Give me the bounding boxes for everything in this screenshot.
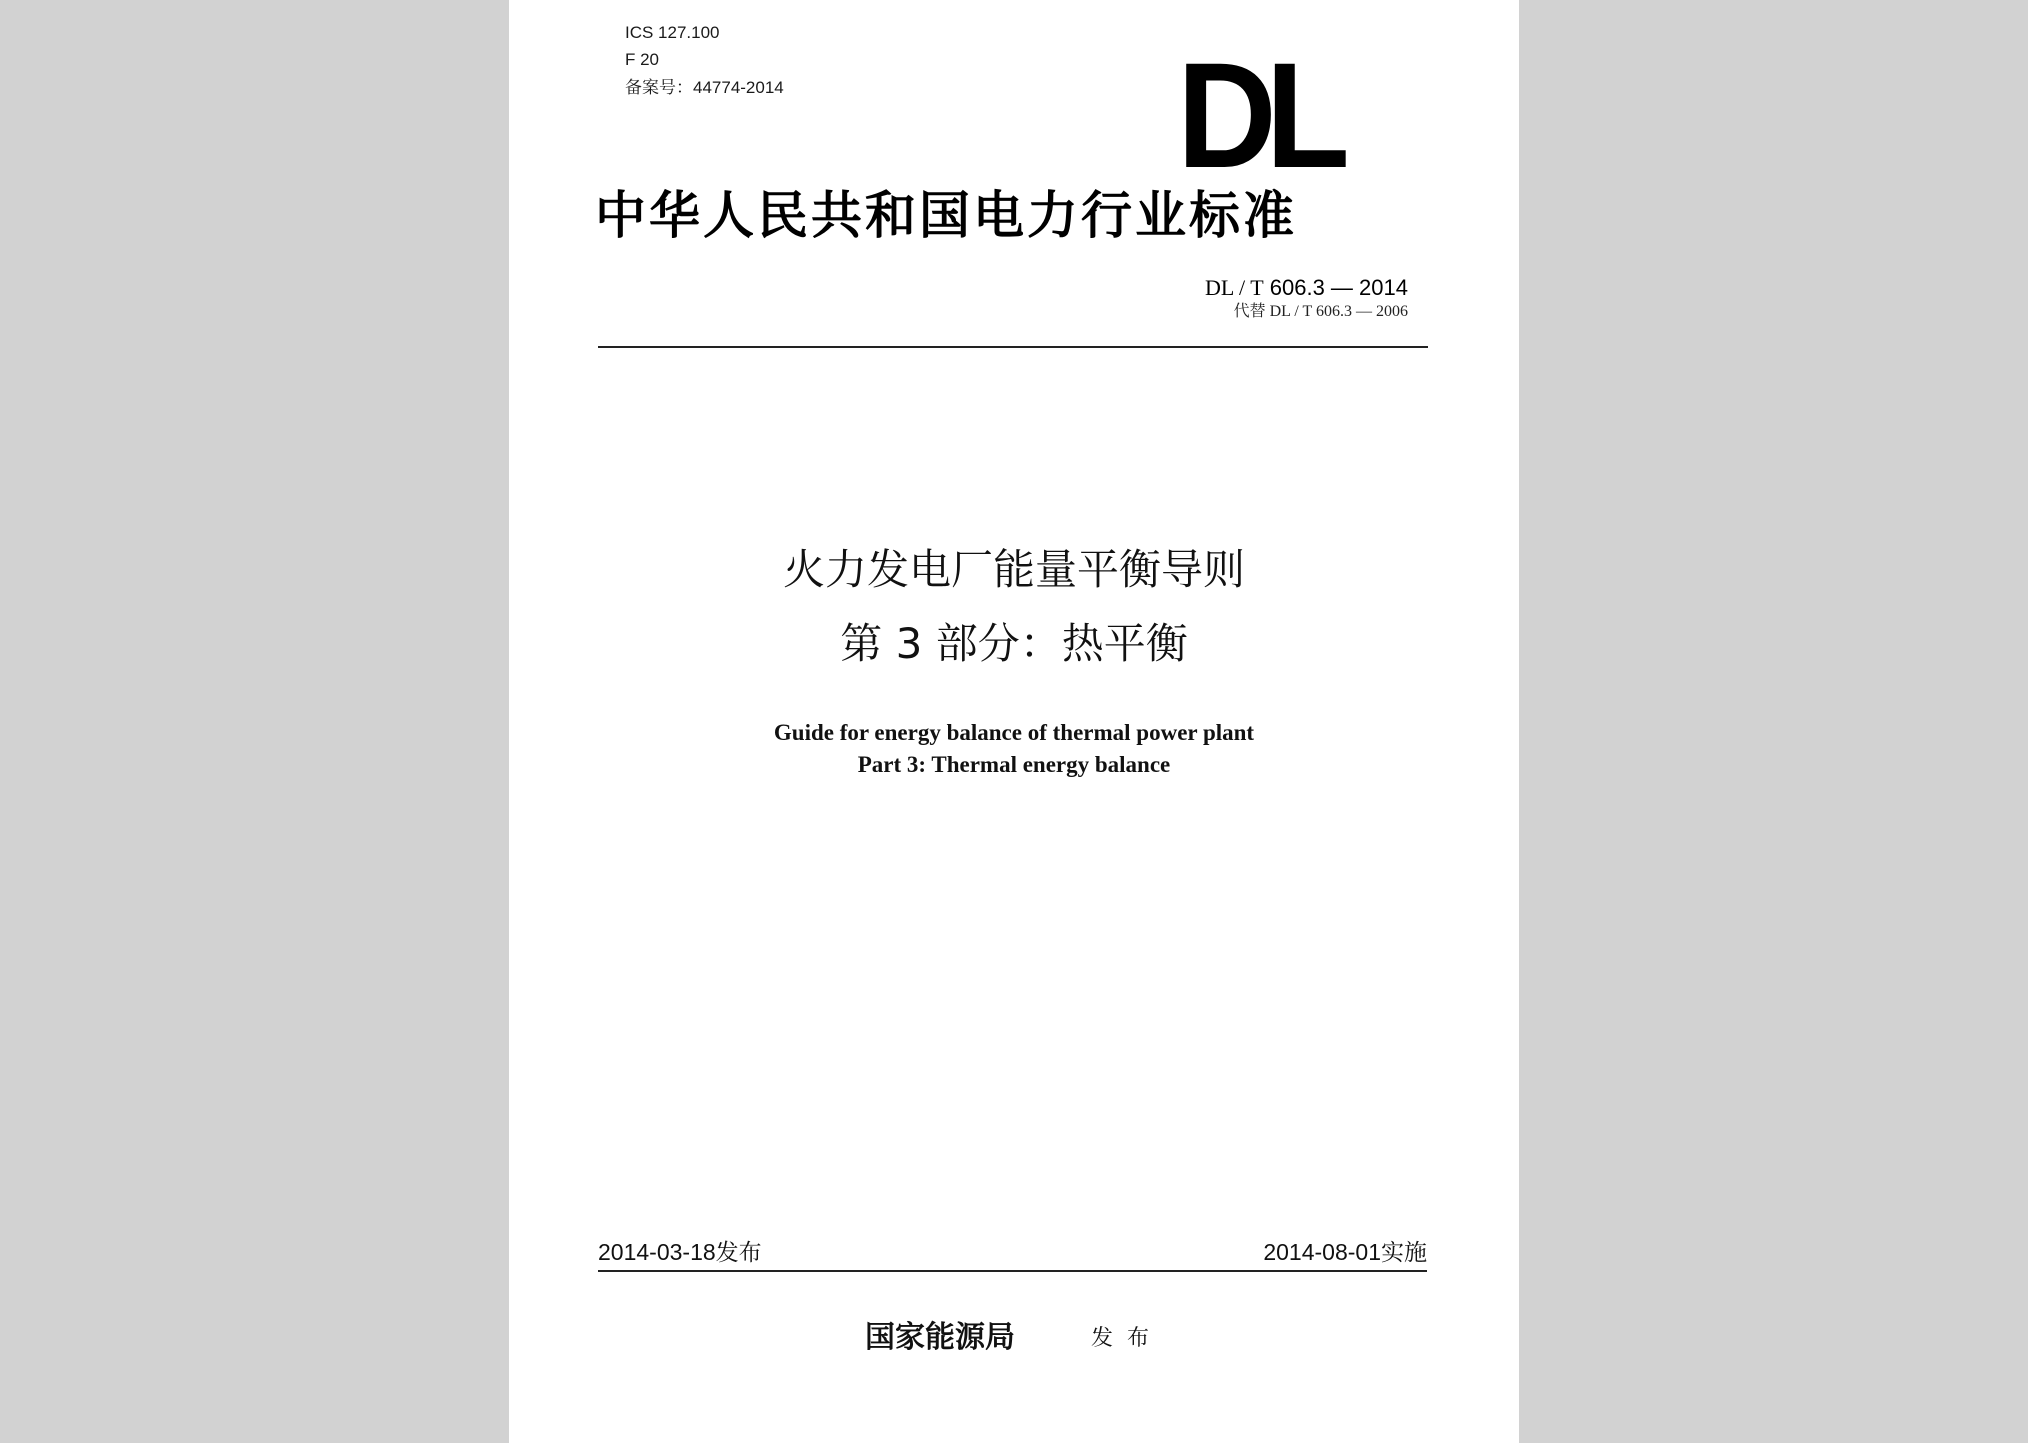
title-en-line1: Guide for energy balance of thermal power plant	[773, 720, 1255, 745]
replaces-standard: 代替 DL / T 606.3 — 2006	[1233, 303, 1408, 320]
title-en-line2: Part 3: Thermal energy balance	[857, 752, 1171, 777]
standard-number-prefix: DL / T	[1204, 275, 1264, 300]
document-page	[509, 0, 1519, 1443]
standard-number-rest: 606.3 — 2014	[1269, 275, 1408, 300]
filing-number: 备案号：44774-2014	[625, 78, 784, 97]
org-title: 中华人民共和国电力行业标准	[595, 186, 1298, 246]
bottom-divider	[598, 1270, 1427, 1272]
standard-number	[1205, 275, 1408, 301]
ics-code: ICS 127.100	[625, 23, 720, 42]
issue-label: 发布	[1091, 1326, 1164, 1351]
implementation-date: 2014-08-01实施	[1263, 1239, 1427, 1265]
classification-code: F 20	[625, 50, 660, 69]
title-cn-line1: 火力发电厂能量平衡导则	[782, 545, 1245, 594]
publisher: 国家能源局	[865, 1320, 1015, 1355]
title-cn-line2: 第 3 部分：热平衡	[840, 619, 1188, 668]
top-divider	[598, 346, 1428, 348]
issue-date: 2014-03-18发布	[598, 1239, 762, 1265]
dl-logo: DL	[1177, 31, 1339, 199]
